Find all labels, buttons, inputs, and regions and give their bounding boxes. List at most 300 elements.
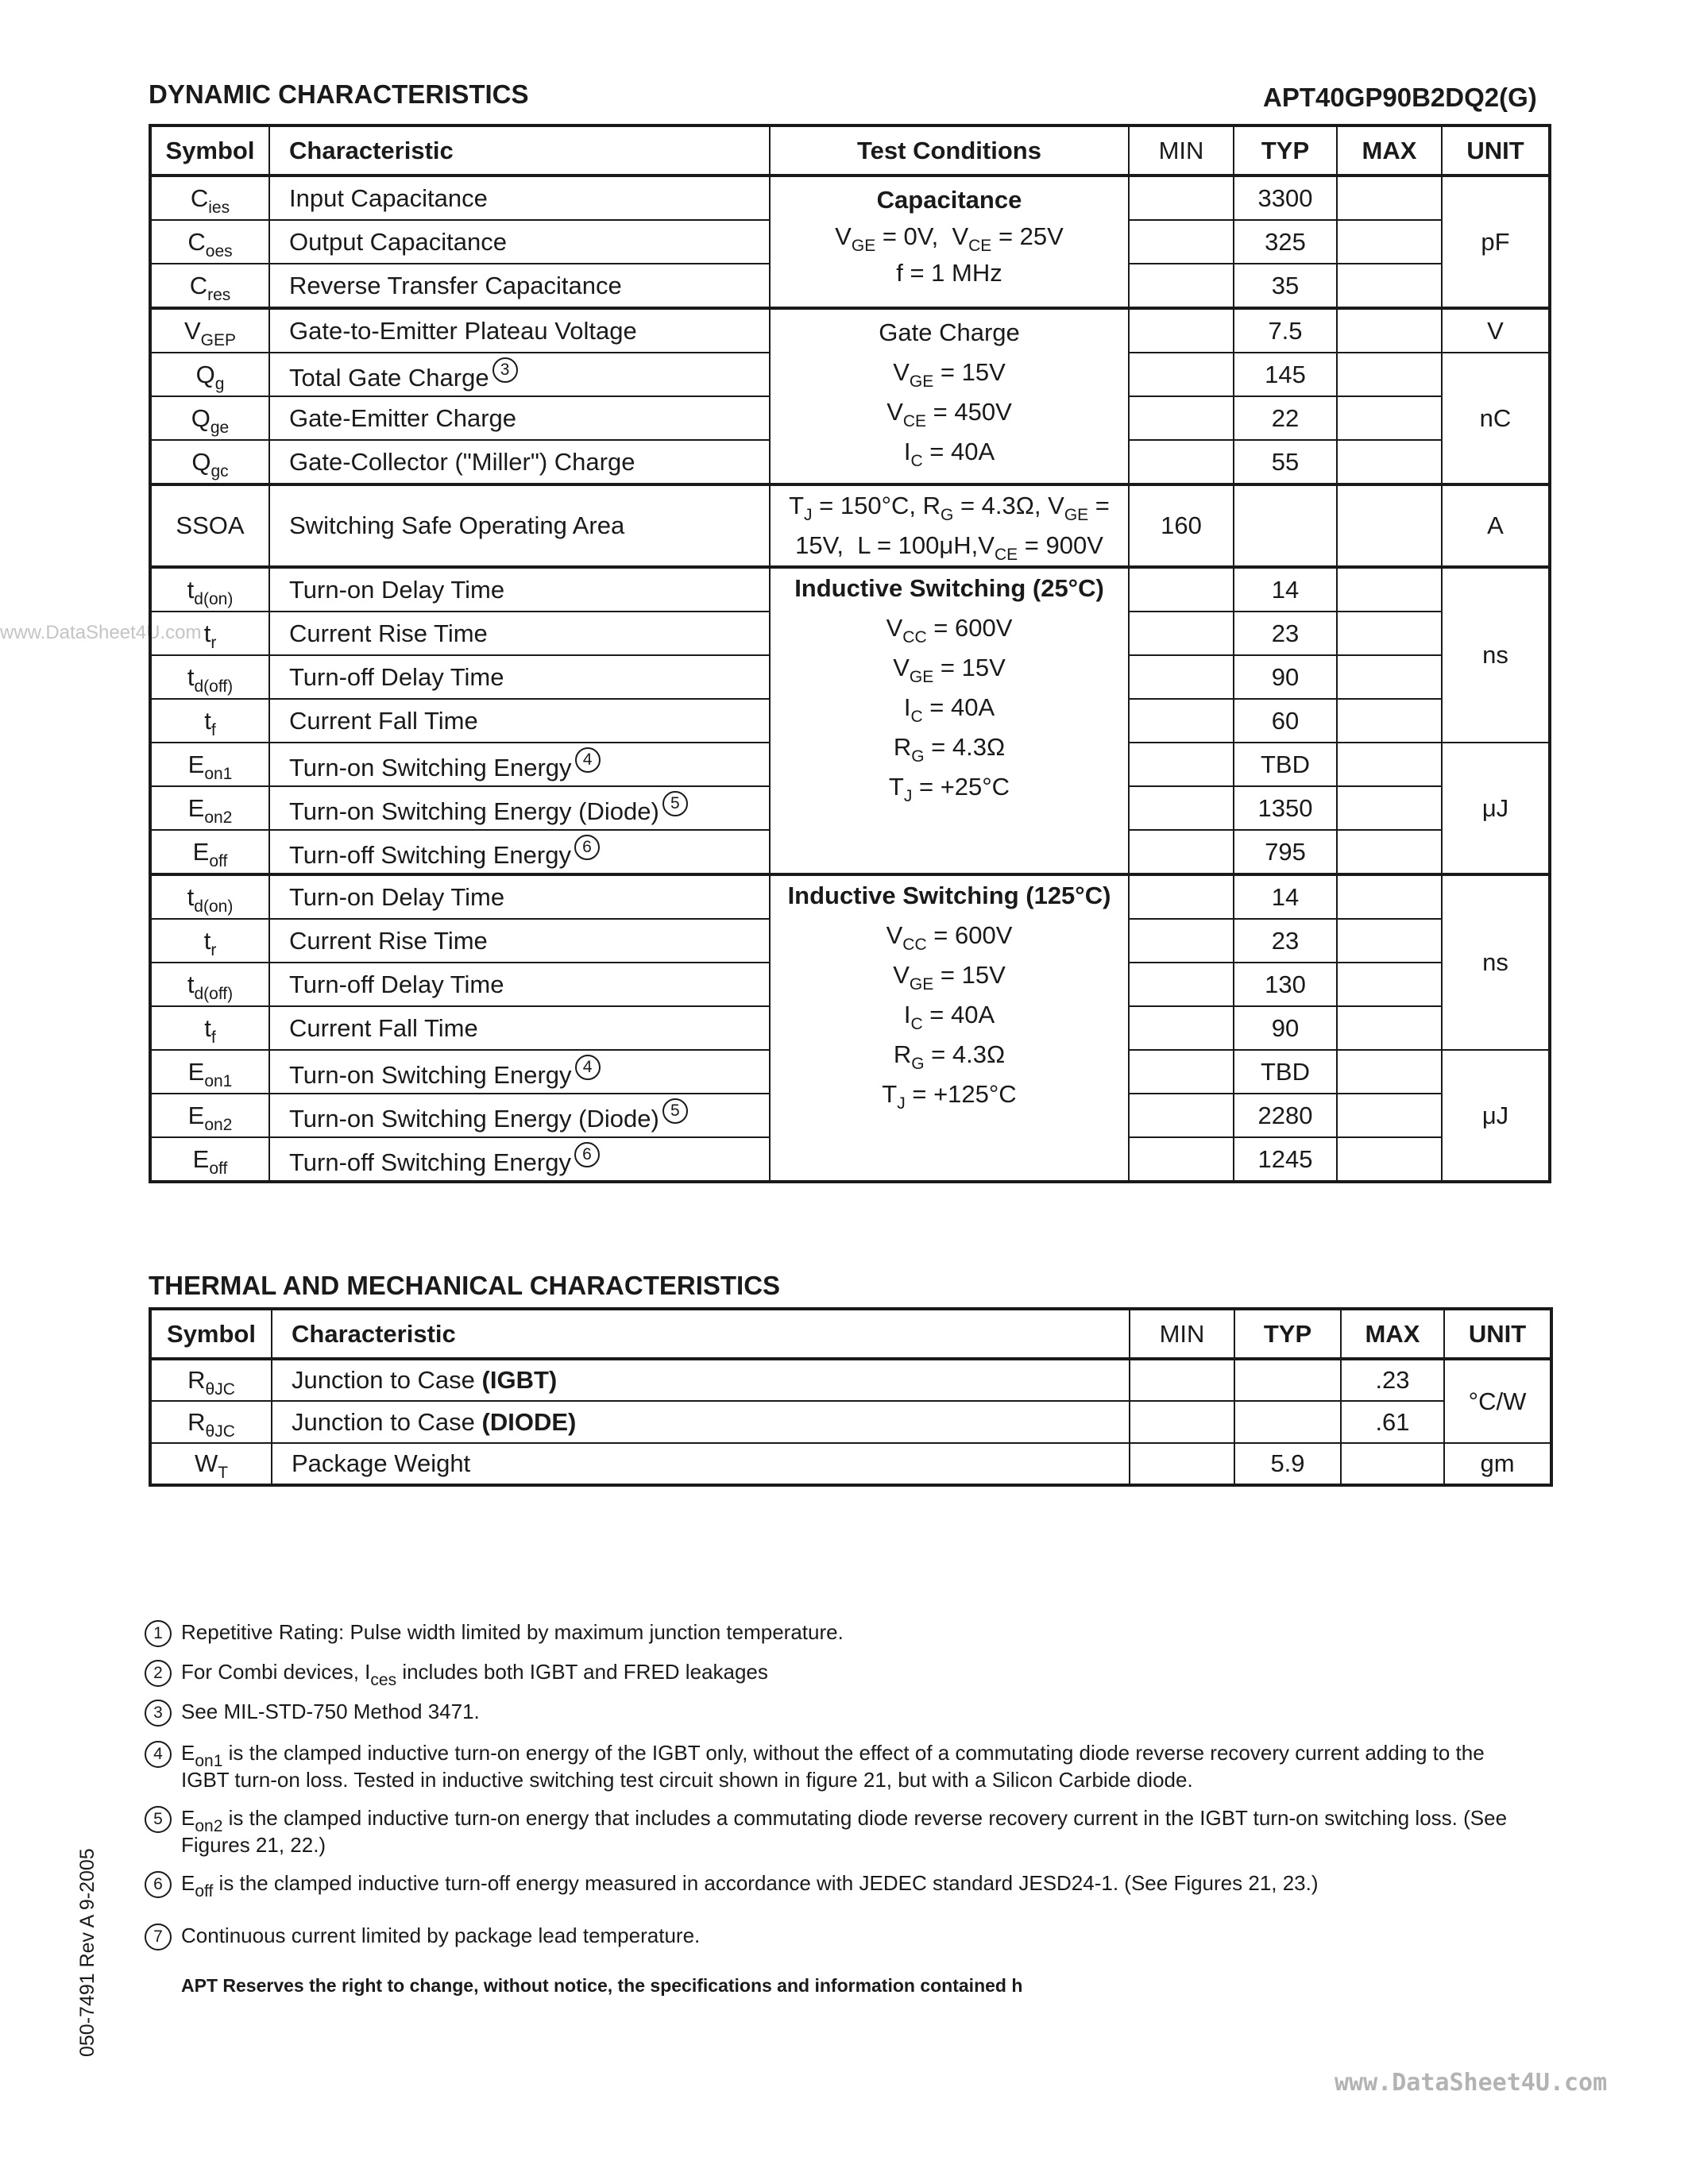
condition-text: V: [893, 358, 910, 386]
symbol-subscript: θJC: [205, 1422, 235, 1441]
symbol-letter: R: [187, 1366, 206, 1394]
footnote-body: includes both IGBT and FRED leakages: [396, 1660, 768, 1684]
condition-line: [771, 916, 1128, 955]
symbol-letter: V: [183, 316, 201, 345]
characteristic-qualifier: (DIODE): [481, 1407, 577, 1436]
symbol-cell: [150, 743, 269, 786]
unit-cw: °C/W: [1444, 1359, 1551, 1443]
condition-text: = 40A: [922, 438, 995, 465]
symbol-letter: C: [189, 271, 208, 299]
unit-uj: μJ: [1442, 743, 1550, 874]
max-cell: [1337, 1094, 1442, 1137]
characteristic-label: Current Rise Time: [289, 619, 488, 647]
symbol-subscript: oes: [205, 241, 233, 260]
condition-text: = 900V: [1018, 531, 1103, 559]
watermark-left: www.DataSheet4U.com: [0, 622, 202, 643]
max-cell: [1337, 919, 1442, 963]
table-header-row: [150, 1309, 1551, 1359]
footnote-ref-icon: 6: [574, 835, 600, 860]
col-characteristic: Characteristic: [272, 1309, 1130, 1359]
typ-cell: 55: [1234, 440, 1337, 484]
unit-pf: pF: [1442, 176, 1550, 308]
typ-cell: 1245: [1234, 1137, 1337, 1182]
footnote-ref-icon: 4: [575, 1055, 601, 1080]
characteristic-label: Turn-off Delay Time: [289, 970, 504, 998]
typ-cell: [1234, 1401, 1341, 1443]
min-cell: [1129, 699, 1234, 743]
min-cell: [1129, 176, 1234, 220]
symbol-letter: E: [187, 1057, 205, 1086]
table-row: [150, 1359, 1551, 1401]
characteristic-cell: [269, 440, 770, 484]
characteristic-cell: [272, 1401, 1130, 1443]
typ-cell: 22: [1234, 396, 1337, 440]
min-cell: [1129, 220, 1234, 264]
footnote-number-icon: 4: [145, 1741, 172, 1768]
unit-a: A: [1442, 484, 1550, 567]
footnote-symbol: E: [181, 1741, 195, 1765]
condition-text: = 4.3Ω: [924, 1040, 1006, 1068]
doc-revision: 050-7491 Rev A 9-2005: [76, 1848, 98, 2057]
min-cell: [1129, 308, 1234, 353]
symbol-letter: t: [187, 662, 195, 691]
footnote-number-icon: 7: [145, 1924, 172, 1951]
condition-text: V: [886, 921, 903, 949]
cond-head-capacitance: Capacitance: [876, 186, 1022, 214]
condition-text: I: [903, 693, 911, 721]
min-cell: [1129, 396, 1234, 440]
footnote-body: Repetitive Rating: Pulse width limited by maximum junction temperature.: [181, 1620, 844, 1644]
characteristic-cell: [269, 1050, 770, 1094]
condition-text: = +25°C: [912, 773, 1010, 801]
typ-cell: 23: [1234, 612, 1337, 655]
min-cell: [1129, 963, 1234, 1006]
min-cell: 160: [1129, 484, 1234, 567]
max-cell: [1337, 484, 1442, 567]
condition-line: [771, 1075, 1128, 1114]
max-cell: [1341, 1443, 1444, 1485]
reserve-notice: APT Reserves the right to change, without notice, the specifications and information contained h: [181, 1975, 1023, 1996]
symbol-cell: [150, 830, 269, 874]
symbol-cell: [150, 612, 269, 655]
min-cell: [1129, 567, 1234, 612]
unit-nc: nC: [1442, 353, 1550, 484]
condition-subscript: G: [911, 1055, 925, 1073]
condition-text: = 4.3Ω: [924, 733, 1006, 761]
symbol-letter: C: [187, 227, 206, 256]
symbol-subscript: on1: [204, 764, 233, 783]
symbol-subscript: gc: [211, 461, 229, 480]
symbol-letter: t: [204, 706, 211, 735]
condition-subscript: GE: [909, 668, 934, 686]
min-cell: [1130, 1359, 1234, 1401]
min-cell: [1129, 830, 1234, 874]
max-cell: [1337, 786, 1442, 830]
condition-subscript: CC: [902, 628, 927, 646]
condition-text: = 15V: [933, 358, 1006, 386]
characteristic-cell: [269, 484, 770, 567]
min-cell: [1129, 353, 1234, 396]
table-row: [150, 176, 1550, 220]
table-row: [150, 567, 1550, 612]
characteristic-label: Turn-on Switching Energy: [289, 753, 572, 781]
condition-text: R: [893, 733, 912, 761]
condition-subscript: C: [910, 452, 923, 470]
footnote-item: [145, 1739, 1511, 1793]
symbol-letter: t: [204, 1013, 211, 1042]
condition-text: V: [893, 654, 910, 681]
condition-text: = 15V: [933, 654, 1006, 681]
footnote-number-icon: 6: [145, 1871, 172, 1898]
thermal-characteristics-table: [149, 1307, 1553, 1487]
symbol-letter: E: [192, 837, 210, 866]
condition-subscript: GE: [909, 372, 934, 391]
condition-line: [771, 767, 1128, 807]
symbol-subscript: d(on): [194, 897, 234, 916]
characteristic-label: Gate-Emitter Charge: [289, 403, 516, 432]
col-min: MIN: [1129, 125, 1234, 176]
condition-text: = 25V: [991, 222, 1064, 250]
dynamic-characteristics-table: [149, 124, 1551, 1183]
symbol-letter: C: [190, 183, 209, 212]
typ-cell: 23: [1234, 919, 1337, 963]
min-cell: [1129, 1137, 1234, 1182]
symbol-cell: [150, 484, 269, 567]
typ-cell: 2280: [1234, 1094, 1337, 1137]
condition-subscript: J: [804, 506, 813, 524]
max-cell: [1337, 699, 1442, 743]
condition-line: [771, 486, 1128, 526]
footnote-ref-icon: 5: [662, 791, 688, 816]
characteristic-label: Turn-on Delay Time: [289, 882, 505, 911]
footnote-item: [145, 1619, 1511, 1646]
condition-text: = 450V: [926, 398, 1012, 426]
min-cell: [1129, 655, 1234, 699]
symbol-cell: [150, 353, 269, 396]
symbol-subscript: on2: [204, 808, 233, 827]
characteristic-cell: [272, 1359, 1130, 1401]
min-cell: [1129, 1006, 1234, 1050]
symbol-cell: [150, 396, 269, 440]
section-title-dynamic: DYNAMIC CHARACTERISTICS: [149, 79, 529, 109]
symbol-subscript: f: [211, 720, 216, 739]
characteristic-label: Turn-on Switching Energy (Diode): [289, 797, 659, 825]
symbol-cell: [150, 1401, 272, 1443]
condition-text: V: [952, 222, 969, 250]
condition-line: [771, 608, 1128, 648]
characteristic-label: Turn-off Delay Time: [289, 662, 504, 691]
condition-line: [771, 727, 1128, 767]
symbol-subscript: res: [207, 285, 231, 304]
symbol-subscript: θJC: [205, 1380, 235, 1399]
test-conditions-cell: [770, 567, 1129, 874]
max-cell: [1337, 567, 1442, 612]
characteristic-cell: [269, 919, 770, 963]
characteristic-label: Gate-to-Emitter Plateau Voltage: [289, 316, 637, 345]
section-title-thermal: THERMAL AND MECHANICAL CHARACTERISTICS: [149, 1271, 781, 1300]
characteristic-label: Gate-Collector ("Miller") Charge: [289, 447, 635, 476]
condition-text: = 0V,: [875, 222, 952, 250]
condition-line: [771, 526, 1128, 565]
condition-text: = +125°C: [905, 1080, 1017, 1108]
col-typ: TYP: [1234, 125, 1337, 176]
characteristic-label: Current Fall Time: [289, 1013, 478, 1042]
symbol-subscript: r: [211, 940, 217, 959]
min-cell: [1129, 440, 1234, 484]
characteristic-cell: [269, 612, 770, 655]
characteristic-label: Switching Safe Operating Area: [289, 511, 625, 539]
typ-cell: 145: [1234, 353, 1337, 396]
typ-cell: 795: [1234, 830, 1337, 874]
symbol-cell: [150, 308, 269, 353]
symbol-letter: SSOA: [176, 511, 245, 539]
table-row: [150, 874, 1550, 919]
footnote-ref-icon: 4: [575, 747, 601, 773]
condition-line: [771, 995, 1128, 1035]
footnote-ref-icon: 6: [574, 1142, 600, 1167]
characteristic-label: Reverse Transfer Capacitance: [289, 271, 622, 299]
condition-text: = 40A: [922, 1001, 995, 1028]
col-max: MAX: [1337, 125, 1442, 176]
typ-cell: 1350: [1234, 786, 1337, 830]
symbol-letter: E: [187, 793, 205, 822]
condition-text: = 40A: [922, 693, 995, 721]
footnote-number-icon: 2: [145, 1660, 172, 1687]
condition-subscript: CE: [902, 412, 927, 430]
characteristic-cell: [269, 786, 770, 830]
max-cell: [1337, 440, 1442, 484]
footnote-number-icon: 5: [145, 1806, 172, 1833]
min-cell: [1129, 612, 1234, 655]
condition-text: = 15V: [933, 961, 1006, 989]
symbol-letter: E: [187, 750, 205, 778]
typ-cell: 7.5: [1234, 308, 1337, 353]
test-conditions-cell: [770, 484, 1129, 567]
footnote-text: [181, 1658, 1511, 1689]
condition-subscript: GE: [851, 237, 876, 255]
symbol-subscript: g: [214, 374, 225, 393]
characteristic-cell: [272, 1443, 1130, 1485]
symbol-cell: [150, 963, 269, 1006]
unit-uj: μJ: [1442, 1050, 1550, 1182]
footnote-body: is the clamped inductive turn-on energy that includes a commutating diode reverse recovery current in the IGBT turn-on switching loss. (See Figures 21, 22.): [181, 1806, 1508, 1857]
footnote-item: [145, 1922, 1511, 1949]
characteristic-label: Output Capacitance: [289, 227, 508, 256]
max-cell: [1337, 743, 1442, 786]
max-cell: [1337, 353, 1442, 396]
footnote-subscript: on2: [195, 1817, 223, 1835]
typ-cell: 90: [1234, 655, 1337, 699]
footnote-symbol: E: [181, 1871, 195, 1895]
characteristic-qualifier: (IGBT): [481, 1366, 558, 1394]
condition-subscript: G: [940, 506, 954, 524]
max-cell: [1337, 1006, 1442, 1050]
max-cell: [1337, 308, 1442, 353]
symbol-cell: [150, 655, 269, 699]
characteristic-label: Total Gate Charge: [289, 363, 489, 392]
characteristic-label: Current Rise Time: [289, 926, 488, 955]
symbol-cell: [150, 220, 269, 264]
characteristic-label: Package Weight: [292, 1449, 471, 1477]
symbol-cell: [150, 1137, 269, 1182]
symbol-subscript: f: [211, 1028, 216, 1047]
typ-cell: TBD: [1234, 743, 1337, 786]
max-cell: [1337, 963, 1442, 1006]
symbol-cell: [150, 176, 269, 220]
symbol-cell: [150, 1443, 272, 1485]
condition-text: R: [893, 1040, 912, 1068]
footnote-body: is the clamped inductive turn-off energy measured in accordance with JEDEC standard JESD24-1. (See Figures 21, 23.): [213, 1871, 1319, 1895]
symbol-letter: E: [192, 1144, 210, 1173]
characteristic-cell: [269, 743, 770, 786]
characteristic-label: Junction to Case: [292, 1407, 482, 1436]
col-typ: TYP: [1234, 1309, 1341, 1359]
characteristic-cell: [269, 396, 770, 440]
condition-subscript: G: [911, 747, 925, 766]
max-cell: [1337, 874, 1442, 919]
symbol-letter: t: [203, 619, 211, 647]
symbol-cell: [150, 1094, 269, 1137]
condition-text: 15V, L = 100μH,V: [795, 531, 995, 559]
max-cell: .61: [1341, 1401, 1444, 1443]
condition-subscript: CC: [902, 936, 927, 954]
col-unit: UNIT: [1442, 125, 1550, 176]
footnote-text: [181, 1698, 1511, 1725]
condition-text: I: [903, 438, 911, 465]
max-cell: [1337, 1050, 1442, 1094]
footnote-text: [181, 1739, 1511, 1793]
max-cell: .23: [1341, 1359, 1444, 1401]
condition-line: f = 1 MHz: [896, 259, 1002, 287]
part-number: APT40GP90B2DQ2(G): [1263, 83, 1537, 112]
characteristic-cell: [269, 963, 770, 1006]
characteristic-label: Current Fall Time: [289, 706, 478, 735]
min-cell: [1129, 874, 1234, 919]
condition-line: [771, 392, 1128, 432]
col-symbol: Symbol: [150, 1309, 272, 1359]
col-symbol: Symbol: [150, 125, 269, 176]
symbol-letter: t: [203, 926, 211, 955]
cond-head-gate-charge: Gate Charge: [879, 318, 1020, 346]
min-cell: [1129, 786, 1234, 830]
min-cell: [1130, 1401, 1234, 1443]
symbol-subscript: T: [218, 1464, 229, 1482]
condition-text: I: [903, 1001, 911, 1028]
condition-text: =: [1088, 492, 1110, 519]
characteristic-label: Turn-on Switching Energy (Diode): [289, 1104, 659, 1133]
test-conditions-cell: [770, 176, 1129, 308]
footnote-item: [145, 1804, 1511, 1858]
symbol-subscript: ge: [210, 418, 230, 437]
min-cell: [1130, 1443, 1234, 1485]
max-cell: [1337, 264, 1442, 308]
symbol-cell: [150, 786, 269, 830]
symbol-subscript: d(off): [194, 984, 234, 1003]
condition-subscript: CE: [968, 237, 992, 255]
condition-line: [771, 432, 1128, 472]
typ-cell: 5.9: [1234, 1443, 1341, 1485]
min-cell: [1129, 1050, 1234, 1094]
footnote-symbol: E: [181, 1806, 195, 1830]
table-row: [150, 1401, 1551, 1443]
min-cell: [1129, 264, 1234, 308]
condition-subscript: J: [903, 787, 913, 805]
symbol-cell: [150, 699, 269, 743]
characteristic-cell: [269, 176, 770, 220]
typ-cell: 35: [1234, 264, 1337, 308]
typ-cell: 14: [1234, 567, 1337, 612]
condition-text: = 4.3Ω, V: [953, 492, 1064, 519]
symbol-letter: Q: [191, 447, 211, 476]
condition-text: V: [893, 961, 910, 989]
characteristic-cell: [269, 220, 770, 264]
watermark-bottom: www.DataSheet4U.com: [1335, 2069, 1608, 2097]
symbol-subscript: ies: [208, 198, 230, 217]
footnote-number-icon: 3: [145, 1700, 172, 1727]
col-max: MAX: [1341, 1309, 1444, 1359]
condition-text: = 150°C, R: [812, 492, 941, 519]
characteristic-cell: [269, 567, 770, 612]
typ-cell: 14: [1234, 874, 1337, 919]
symbol-letter: t: [187, 970, 195, 998]
footnote-subscript: on1: [195, 1752, 223, 1770]
col-min: MIN: [1130, 1309, 1234, 1359]
symbol-subscript: on1: [204, 1071, 233, 1090]
condition-text: T: [789, 492, 805, 519]
footnote-item: [145, 1658, 1511, 1689]
footnote-text: [181, 1804, 1511, 1858]
condition-subscript: C: [910, 708, 923, 726]
unit-ns: ns: [1442, 567, 1550, 743]
unit-v: V: [1442, 308, 1550, 353]
characteristic-label: Input Capacitance: [289, 183, 488, 212]
unit-gm: gm: [1444, 1443, 1551, 1485]
table-header-row: [150, 125, 1550, 176]
min-cell: [1129, 743, 1234, 786]
test-conditions-cell: [770, 874, 1129, 1182]
footnote-body: Continuous current limited by package lead temperature.: [181, 1924, 701, 1947]
symbol-letter: W: [194, 1449, 218, 1477]
symbol-letter: t: [187, 575, 195, 604]
symbol-cell: [150, 1006, 269, 1050]
symbol-subscript: off: [209, 1159, 228, 1178]
symbol-subscript: r: [211, 633, 217, 652]
footnote-text: [181, 1870, 1511, 1900]
max-cell: [1337, 396, 1442, 440]
symbol-subscript: off: [209, 851, 228, 870]
cond-head-inductive-25: Inductive Switching (25°C): [794, 574, 1104, 602]
condition-line: [771, 1035, 1128, 1075]
footnote-symbol: For Combi devices, I: [181, 1660, 371, 1684]
characteristic-cell: [269, 830, 770, 874]
characteristic-cell: [269, 699, 770, 743]
characteristic-label: Turn-off Switching Energy: [289, 1148, 571, 1176]
characteristic-label: Turn-on Delay Time: [289, 575, 505, 604]
col-unit: UNIT: [1444, 1309, 1551, 1359]
footnote-body: is the clamped inductive turn-on energy of the IGBT only, without the effect of a commutating diode reverse recovery current adding to the IGBT turn-on loss. Tested in inductive switching test circuit shown in figure 21, but with a Silicon Carbide diode.: [181, 1741, 1485, 1792]
condition-subscript: C: [910, 1015, 923, 1033]
symbol-letter: t: [187, 882, 195, 911]
footnote-subscript: off: [195, 1882, 214, 1900]
condition-line: [771, 648, 1128, 688]
symbol-cell: [150, 1050, 269, 1094]
symbol-cell: [150, 264, 269, 308]
footnote-body: See MIL-STD-750 Method 3471.: [181, 1700, 480, 1723]
typ-cell: 130: [1234, 963, 1337, 1006]
condition-text: = 600V: [926, 614, 1013, 642]
condition-line: [771, 218, 1128, 255]
max-cell: [1337, 1137, 1442, 1182]
